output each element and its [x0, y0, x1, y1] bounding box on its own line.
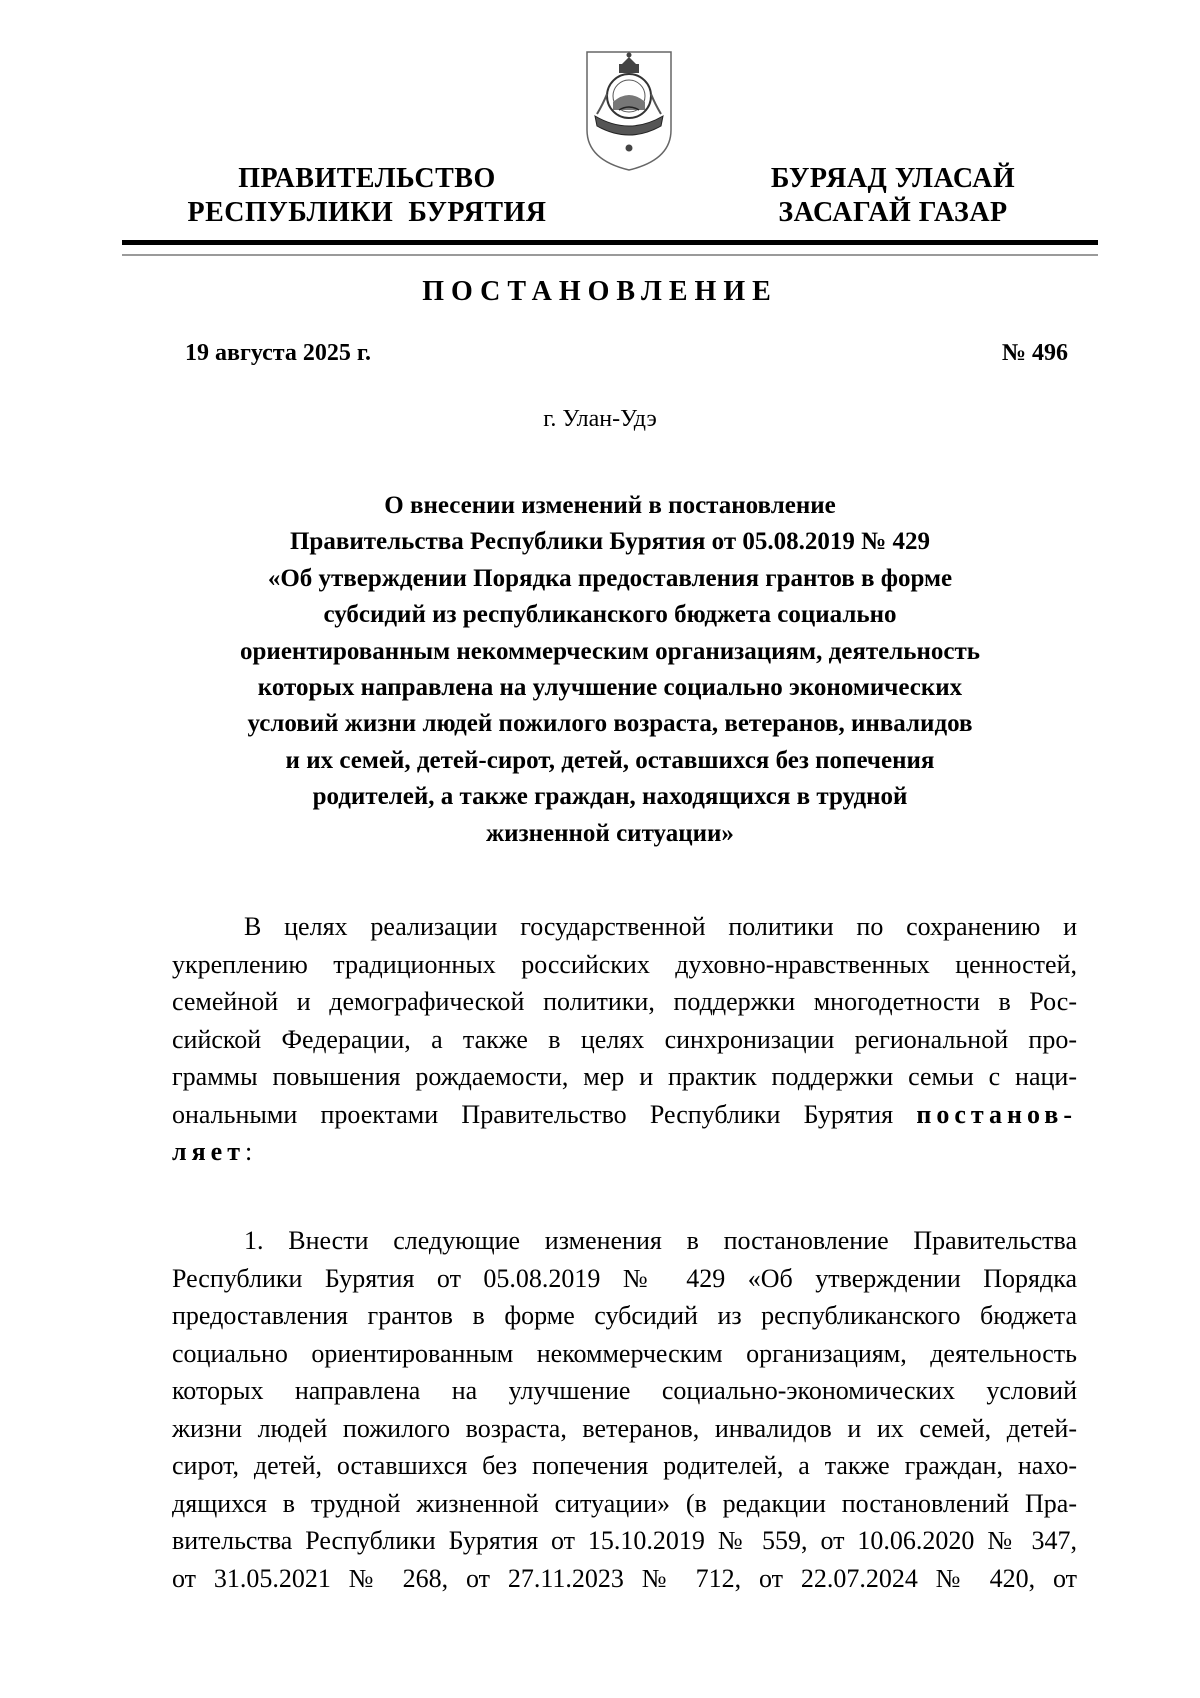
title-line: О внесении изменений в постановление — [384, 492, 836, 519]
clause-1-paragraph — [172, 1222, 1077, 1597]
body-line-text: ональными проектами Правительство Республики Бурятия — [172, 1099, 894, 1129]
body-line: предоставления грантов в форме субсидий из республиканского бюджета — [172, 1301, 1077, 1330]
body-line: 1. Внести следующие изменения в постановление Правительства — [244, 1226, 1077, 1255]
document-number: № 496 — [1001, 340, 1068, 366]
decree-word-part1: постанов- — [916, 1099, 1078, 1129]
body-line: которых направлена на улучшение социально-экономических условий — [172, 1376, 1077, 1405]
decree-word-part2: ляет — [172, 1137, 245, 1166]
body-line: граммы повышения рождаемости, мер и практик поддержки семьи с наци- — [172, 1062, 1077, 1091]
title-line: жизненной ситуации» — [486, 819, 734, 847]
title-line: родителей, а также граждан, находящихся в трудной — [312, 783, 908, 811]
title-line: «Об утверждении Порядка предоставления грантов в форме — [267, 564, 953, 592]
issuer-line-2: РЕСПУБЛИКИ БУРЯТИЯ — [187, 197, 547, 228]
title-line: которых направлена на улучшение социально экономических — [257, 674, 963, 702]
header-divider-thin — [122, 254, 1098, 256]
title-line: ориентированным некоммерческим организациям, деятельность — [240, 637, 980, 665]
issuer-name-buryat — [738, 162, 1048, 230]
issuer-line-1: ПРАВИТЕЛЬСТВО — [238, 163, 496, 194]
body-line: сийской Федерации, а также в целях синхронизации региональной про- — [172, 1024, 1077, 1054]
decree-colon: : — [244, 1137, 253, 1166]
document-date: 19 августа 2025 г. — [185, 340, 372, 366]
issuer-buryat-line-1: БУРЯАД УЛАСАЙ — [770, 163, 1016, 194]
coat-of-arms-icon — [583, 48, 675, 174]
title-line: субсидий из республиканского бюджета социально — [323, 601, 897, 629]
document-city: г. Улан-Удэ — [543, 406, 657, 432]
header-divider-thick — [122, 240, 1098, 245]
body-line: дящихся в трудной жизненной ситуации» (в редакции постановлений Пра- — [172, 1488, 1077, 1518]
body-line: от 31.05.2021 № 268, от 27.11.2023 № 712, от 22.07.2024 № 420, от — [172, 1563, 1077, 1593]
title-line: Правительства Республики Бурятия от 05.08.2019 № 429 — [289, 528, 930, 556]
body-line: Республики Бурятия от 05.08.2019 № 429 «Об утверждении Порядка — [172, 1263, 1077, 1293]
preamble-paragraph — [172, 908, 1077, 1171]
body-line: социально ориентированным некоммерческим организациям, деятельность — [172, 1338, 1077, 1368]
body-line: сирот, детей, оставшихся без попечения родителей, а также граждан, нахо- — [172, 1451, 1077, 1480]
body-line: укреплению традиционных российских духовно-нравственных ценностей, — [172, 949, 1077, 979]
title-line: условий жизни людей пожилого возраста, ветеранов, инвалидов — [247, 710, 973, 738]
body-line: жизни людей пожилого возраста, ветеранов, инвалидов и их семей, детей- — [172, 1413, 1077, 1443]
body-line: В целях реализации государственной политики по сохранению и — [244, 912, 1077, 941]
title-line: и их семей, детей-сирот, детей, оставшихся без попечения — [285, 746, 935, 774]
issuer-buryat-line-2: ЗАСАГАЙ ГАЗАР — [778, 197, 1008, 228]
issuer-name-russian — [172, 162, 562, 230]
document-type: ПОСТАНОВЛЕНИЕ — [422, 276, 778, 307]
body-line-decree-end — [172, 1133, 1077, 1171]
document-title — [170, 488, 1050, 852]
body-line-with-decree-word — [172, 1096, 1077, 1134]
body-line: семейной и демографической политики, поддержки многодетности в Рос- — [172, 987, 1077, 1016]
body-line: вительства Республики Бурятия от 15.10.2019 № 559, от 10.06.2020 № 347, — [172, 1526, 1077, 1555]
